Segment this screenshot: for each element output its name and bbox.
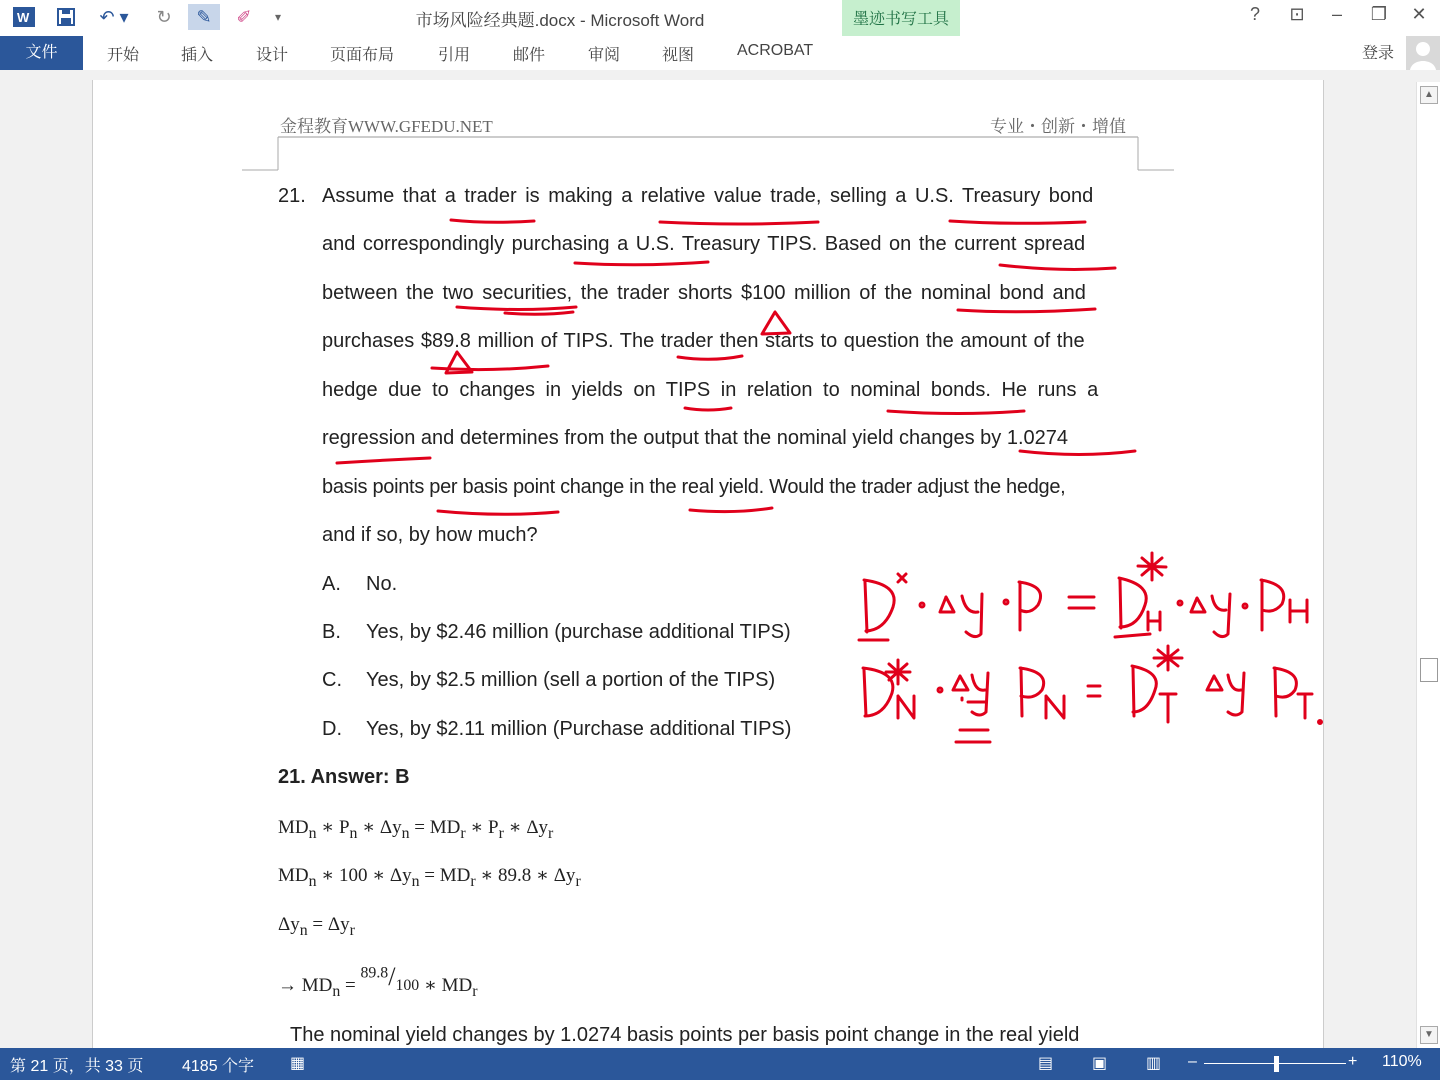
zoom-out-icon[interactable]: – — [1188, 1053, 1197, 1070]
restore-icon[interactable]: ❐ — [1370, 4, 1388, 24]
vertical-scrollbar[interactable] — [1416, 82, 1440, 1048]
scroll-down-icon[interactable]: ▼ — [1420, 1026, 1438, 1044]
option-text: Yes, by $2.5 million (sell a portion of the TIPS) — [366, 669, 776, 691]
equation-3: $\Delta y_n = \Delta y_r$ — [278, 914, 355, 939]
zoom-slider-thumb[interactable] — [1274, 1056, 1279, 1072]
redo-icon[interactable]: ↻ — [156, 6, 172, 27]
question-line: basis points per basis point change in the real yield. Would the trader adjust the hedge, — [322, 476, 1066, 498]
tab-home[interactable]: 开始 — [107, 47, 140, 64]
question-line: and if so, by how much? — [322, 524, 538, 546]
document-canvas — [0, 70, 1440, 1048]
zoom-level[interactable]: 110% — [1382, 1053, 1422, 1070]
tab-view[interactable]: 视图 — [662, 47, 695, 64]
question-line: regression and determines from the output that the nominal yield changes by 1.0274 — [322, 427, 1069, 449]
page-header-right: 专业・创新・增值 — [990, 117, 1126, 136]
question-line: and correspondingly purchasing a U.S. Treasury TIPS. Based on the current spread — [322, 233, 1086, 255]
equation-1: $MD_n$ ∗ $P_n$ ∗ $\Delta y_n = MD_r$ ∗ $P_r$ ∗ $\Delta y_r$ — [278, 817, 554, 842]
question-number: 21. — [278, 185, 306, 207]
option-text: Yes, by $2.11 million (Purchase additional TIPS) — [366, 718, 792, 740]
help-icon[interactable]: ? — [1249, 4, 1260, 24]
option-text: No. — [366, 573, 398, 595]
option-letter: C. — [322, 669, 342, 691]
zoom-in-icon[interactable]: + — [1348, 1053, 1358, 1070]
print-layout-icon[interactable]: ▣ — [1092, 1055, 1108, 1072]
minimize-icon[interactable]: – — [1331, 4, 1342, 24]
option-letter: A. — [322, 573, 341, 595]
option-text: Yes, by $2.46 million (purchase additional TIPS) — [366, 621, 791, 643]
login-link[interactable]: 登录 — [1362, 45, 1395, 62]
tab-mailings[interactable]: 邮件 — [513, 47, 546, 64]
tab-design[interactable]: 设计 — [256, 47, 289, 64]
ink-tools-label: 墨迹书写工具 — [852, 11, 949, 28]
proofing-icon[interactable]: ▦ — [290, 1055, 306, 1072]
tab-references[interactable]: 引用 — [438, 47, 471, 64]
question-line: between the two securities, the trader shorts $100 million of the nominal bond and — [322, 282, 1086, 304]
answer-label: 21. Answer: B — [278, 766, 410, 788]
ribbon-display-icon[interactable]: ⊡ — [1289, 4, 1305, 24]
customize-toolbar-icon[interactable]: ▾ — [274, 10, 282, 24]
option-letter: B. — [322, 621, 341, 643]
document-page — [92, 80, 1324, 1048]
header-rule — [0, 0, 1440, 180]
scroll-thumb[interactable] — [1420, 658, 1438, 682]
read-mode-icon[interactable]: ▤ — [1038, 1055, 1054, 1072]
question-line: Assume that a trader is making a relative value trade, selling a U.S. Treasury bond — [322, 185, 1094, 207]
tab-file[interactable]: 文件 — [0, 36, 83, 70]
status-bar — [0, 1048, 1440, 1080]
close-icon[interactable]: ✕ — [1411, 4, 1427, 24]
equation-2: $MD_n$ ∗ 100 ∗ $\Delta y_n = MD_r$ ∗ 89.8 ∗ $\Delta y_r$ — [278, 865, 581, 890]
eraser-icon[interactable]: ✐ — [236, 6, 252, 27]
web-layout-icon[interactable]: ▥ — [1146, 1055, 1162, 1072]
scroll-up-icon[interactable]: ▲ — [1420, 86, 1438, 104]
note-line: The nominal yield changes by 1.0274 basis points per basis point change in the real yield — [290, 1024, 1080, 1046]
svg-text:W: W — [17, 10, 30, 25]
page-count[interactable]: 第 21 页，共 33 页 — [10, 1058, 144, 1075]
page-header-left: 金程教育WWW.GFEDU.NET — [280, 117, 493, 136]
question-line: hedge due to changes in yields on TIPS in relation to nominal bonds. He runs a — [322, 379, 1099, 401]
option-letter: D. — [322, 718, 342, 740]
tab-page-layout[interactable]: 页面布局 — [330, 47, 395, 64]
equation-4: → $MD_n = ^{89.8}/_{100}$ ∗ $MD_r$ — [278, 962, 478, 1000]
tab-acrobat[interactable]: ACROBAT — [737, 42, 814, 59]
pen-icon[interactable]: ✎ — [188, 4, 220, 30]
undo-icon[interactable]: ↶ ▾ — [99, 6, 129, 27]
tab-insert[interactable]: 插入 — [181, 47, 214, 64]
question-line: purchases $89.8 million of TIPS. The trader then starts to question the amount of the — [322, 330, 1085, 352]
window-title: 市场风险经典题.docx - Microsoft Word — [415, 11, 705, 30]
word-count[interactable]: 4185 个字 — [182, 1058, 255, 1075]
tab-review[interactable]: 审阅 — [588, 47, 621, 64]
